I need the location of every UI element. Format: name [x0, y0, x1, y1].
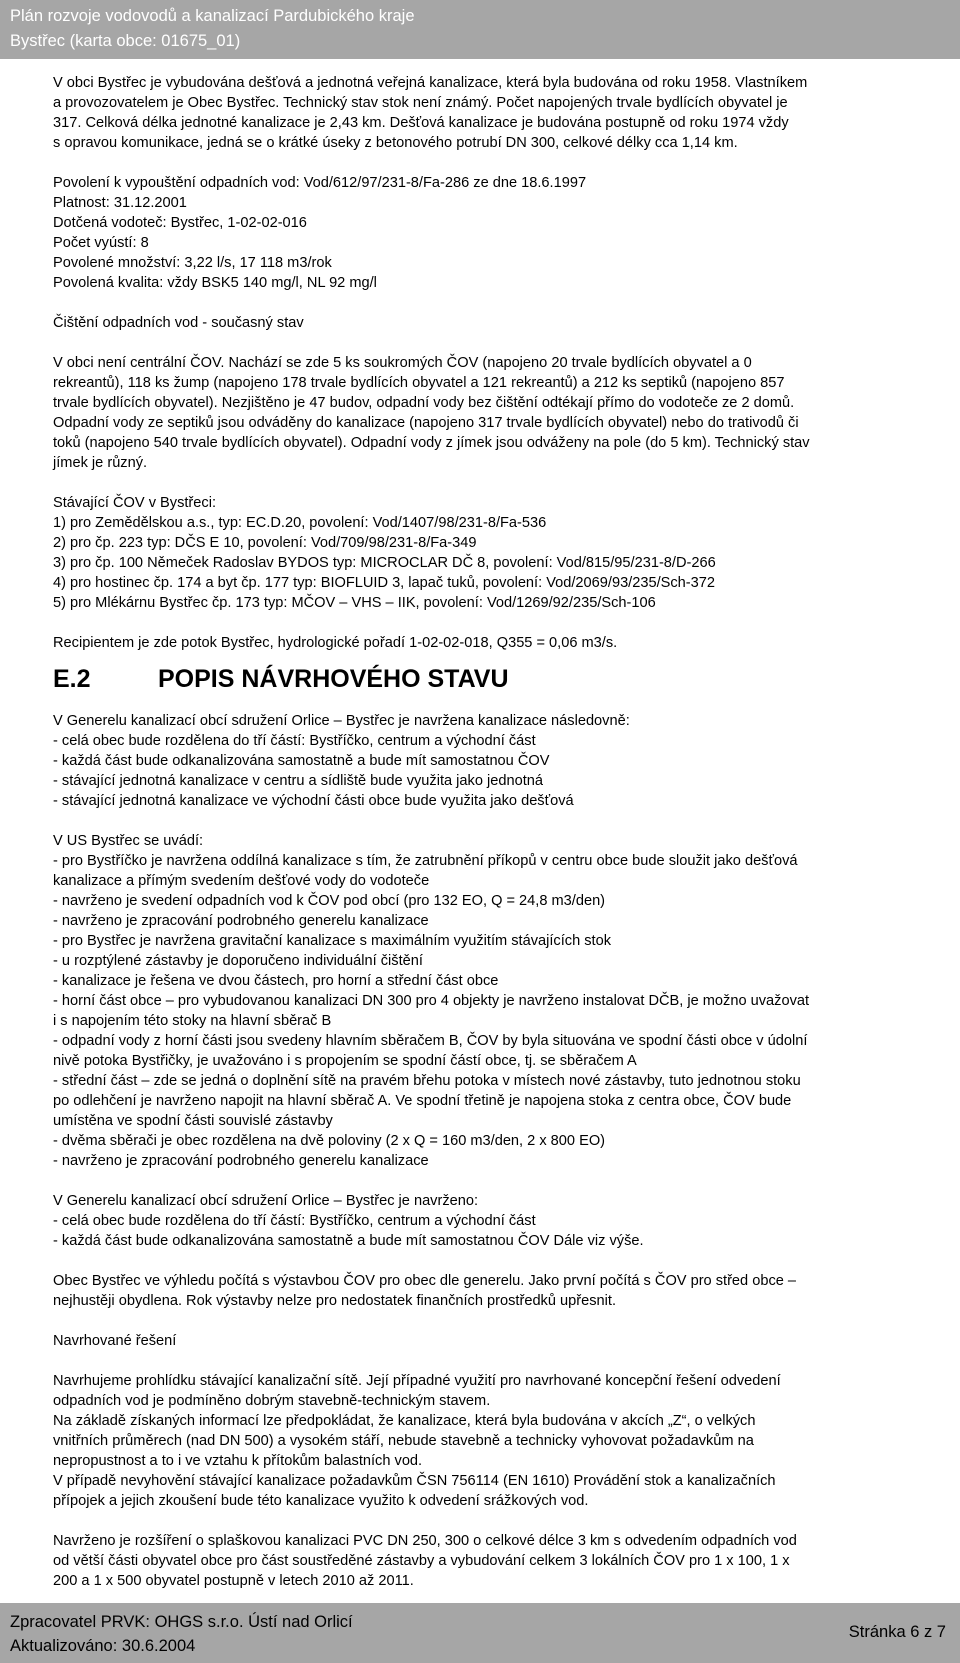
list-item: - u rozptýlené zástavby je doporučeno individuální čištění — [53, 953, 423, 969]
page-number: Stránka 6 z 7 — [848, 1623, 946, 1641]
text-line: nepropustnost a to i ve vztahu k přítokům balastních vod. — [53, 1453, 423, 1469]
text-line: V případě nevyhovění stávající kanalizace požadavkům ČSN 756114 (EN 1610) Provádění stok a kanalizačních — [53, 1473, 776, 1489]
text-line: 200 a 1 x 500 obyvatel postupně v letech 2010 až 2011. — [53, 1573, 414, 1589]
text-line: odpadních vod je podmíněno dobrým stavebně-technickým stavem. — [53, 1393, 491, 1409]
text-line: rekreantů), 118 ks žump (napojeno 178 trvale bydlících obyvatel a 121 rekreantů) a 212 ks septiků (napojeno 857 — [53, 375, 785, 391]
text-line: toků (napojeno 540 trvale bydlících obyvatel). Odpadní vody z jímek jsou odváženy na pole (do 5 km). Technický stav — [53, 435, 810, 451]
document-body — [53, 73, 945, 1591]
generel-paragraph — [53, 711, 945, 811]
navrh-title: Navrhované řešení — [53, 1333, 177, 1349]
obec-paragraph — [53, 1271, 945, 1311]
text-line: Počet vyústí: 8 — [53, 235, 149, 251]
text-line: vnitřních průměrech (nad DN 500) a vysokém stáří, nebude stavebně a technicky vyhovovat požadavkům na — [53, 1433, 754, 1449]
list-item: - stávající jednotná kanalizace v centru a sídliště bude využita jako jednotná — [53, 773, 543, 789]
list-item: 1) pro Zemědělskou a.s., typ: EC.D.20, povolení: Vod/1407/98/231-8/Fa-536 — [53, 515, 547, 531]
section-number: E.2 — [53, 665, 91, 693]
list-item: - odpadní vody z horní části jsou svedeny hlavním sběračem B, ČOV by byla situována ve spodní části obce v údolní — [53, 1033, 808, 1049]
list-item: - stávající jednotná kanalizace ve východní části obce bude využita jako dešťová — [53, 793, 574, 809]
cov-list — [53, 513, 945, 613]
text-line: Povolení k vypouštění odpadních vod: Vod/612/97/231-8/Fa-286 ze dne 18.6.1997 — [53, 175, 587, 191]
text-line: Povolené množství: 3,22 l/s, 17 118 m3/rok — [53, 255, 332, 271]
cleaning-paragraph — [53, 353, 945, 473]
text-line: trvale bydlících obyvatel). Nezjištěno je 47 budov, odpadní vody bez čištění odtékají přímo do vodoteče ze 2 domů. — [53, 395, 795, 411]
section-title: POPIS NÁVRHOVÉHO STAVU — [158, 665, 509, 693]
text-line: Na základě získaných informací lze předpokládat, že kanalizace, která byla budována v akcích „Z“, o velkých — [53, 1413, 756, 1429]
text-line: s opravou komunikace, jedná se o krátké úseky z betonového potrubí DN 300, celkové délky cca 1,14 km. — [53, 135, 738, 151]
list-item: - každá část bude odkanalizována samostatně a bude mít samostatnou ČOV — [53, 753, 550, 769]
footer-updated: Aktualizováno: 30.6.2004 — [10, 1637, 196, 1655]
list-item: - navrženo je zpracování podrobného generelu kanalizace — [53, 1153, 429, 1169]
list-item: - horní část obce – pro vybudovanou kanalizaci DN 300 pro 4 objekty je navrženo instalovat DČB, je možno uvažovat — [53, 993, 810, 1009]
page-footer — [0, 1603, 960, 1663]
text-line: od větší části obyvatel obce pro část soustředěné zástavby a vybudování celkem 3 lokálních ČOV pro 1 x 100, 1 x — [53, 1553, 790, 1569]
list-item: nivě potoka Bystřičky, je uvažováno i s propojením se spodní částí obce, tj. se sběračem A — [53, 1053, 637, 1069]
list-item: - celá obec bude rozdělena do tří částí: Bystříčko, centrum a východní část — [53, 1213, 536, 1229]
list-item: i s napojením této stoky na hlavní sběrač B — [53, 1013, 332, 1029]
text-line: Odpadní vody ze septiků jsou odváděny do kanalizace (napojeno 317 trvale bydlících obyvatel) nebo do trativodů či — [53, 415, 799, 431]
text-line: 317. Celková délka jednotné kanalizace je 2,43 km. Dešťová kanalizace je budována postupně od roku 1974 vždy — [53, 115, 789, 131]
list-item: kanalizace a přímým svedením dešťové vody do vodoteče — [53, 873, 430, 889]
intro-paragraph — [53, 73, 945, 153]
list-item: - pro Bystřec je navržena gravitační kanalizace s maximálním využitím stávajících stok — [53, 933, 612, 949]
cov-title: Stávající ČOV v Bystřeci: — [53, 495, 217, 511]
list-item: - navrženo je svedení odpadních vod k ČOV pod obcí (pro 132 EO, Q = 24,8 m3/den) — [53, 893, 606, 909]
text-line: nejhustěji obydlena. Rok výstavby nelze pro nedostatek finančních prostředků upřesnit. — [53, 1293, 616, 1309]
recipient-text: Recipientem je zde potok Bystřec, hydrologické pořadí 1-02-02-018, Q355 = 0,06 m3/s. — [53, 635, 618, 651]
list-item: - navrženo je zpracování podrobného generelu kanalizace — [53, 913, 429, 929]
text-line: Platnost: 31.12.2001 — [53, 195, 187, 211]
list-item: - celá obec bude rozdělena do tří částí: Bystříčko, centrum a východní část — [53, 733, 536, 749]
text-line: Dotčená vodoteč: Bystřec, 1-02-02-016 — [53, 215, 307, 231]
section-heading — [53, 665, 945, 703]
permit-block — [53, 173, 945, 293]
text-line: Povolená kvalita: vždy BSK5 140 mg/l, NL 92 mg/l — [53, 275, 377, 291]
list-item: 5) pro Mlékárnu Bystřec čp. 173 typ: MČOV – VHS – IIK, povolení: Vod/1269/92/235/Sch-106 — [53, 595, 656, 611]
list-item: - pro Bystříčko je navržena oddílná kanalizace s tím, že zatrubnění příkopů v centru obce bude sloužit jako dešťová — [53, 853, 798, 869]
navrh-paragraph — [53, 1371, 945, 1511]
generel2-paragraph — [53, 1191, 945, 1251]
list-item: - kanalizace je řešena ve dvou částech, pro horní a střední část obce — [53, 973, 499, 989]
text-line: V obci Bystřec je vybudována dešťová a jednotná veřejná kanalizace, která byla budována od roku 1958. Vlastníkem — [53, 75, 808, 91]
text-line: jímek je různý. — [53, 455, 148, 471]
text-line: Obec Bystřec ve výhledu počítá s výstavbou ČOV pro obec dle generelu. Jako první počítá s ČOV pro střed obce – — [53, 1273, 797, 1289]
header-title: Plán rozvoje vodovodů a kanalizací Pardubického kraje — [10, 7, 415, 25]
text-line: V Generelu kanalizací obcí sdružení Orlice – Bystřec je navrženo: — [53, 1193, 479, 1209]
list-item: po odlehčení je navrženo napojit na hlavní sběrač A. Ve spodní třetině je napojena stoka z centra obce, ČOV bude — [53, 1093, 792, 1109]
list-item: 2) pro čp. 223 typ: DČS E 10, povolení: Vod/709/98/231-8/Fa-349 — [53, 535, 477, 551]
cleaning-title: Čištění odpadních vod - současný stav — [53, 315, 304, 331]
list-item: 4) pro hostinec čp. 174 a byt čp. 177 typ: BIOFLUID 3, lapač tuků, povolení: Vod/2069/93/235/Sch-372 — [53, 575, 715, 591]
text-line: V obci není centrální ČOV. Nachází se zde 5 ks soukromých ČOV (napojeno 20 trvale bydlících obyvatel a 0 — [53, 355, 752, 371]
text-line: Navrženo je rozšíření o splaškovou kanalizaci PVC DN 250, 300 o celkové délce 3 km s odvedením odpadních vod — [53, 1533, 797, 1549]
list-item: 3) pro čp. 100 Němeček Radoslav BYDOS typ: MICROCLAR DČ 8, povolení: Vod/815/95/231-8/D-266 — [53, 555, 716, 571]
us-paragraph — [53, 831, 945, 1171]
final-paragraph — [53, 1531, 945, 1591]
footer-author: Zpracovatel PRVK: OHGS s.r.o. Ústí nad Orlicí — [10, 1613, 353, 1631]
list-item: - dvěma sběrači je obec rozdělena na dvě poloviny (2 x Q = 160 m3/den, 2 x 800 EO) — [53, 1133, 606, 1149]
header-subtitle: Bystřec (karta obce: 01675_01) — [10, 32, 241, 50]
page-header — [0, 0, 960, 59]
list-item: umístěna ve spodní části souvislé zástavby — [53, 1113, 333, 1129]
list-item: - střední část – zde se jedná o doplnění sítě na pravém břehu potoka v místech nové zástavby, tuto jednotnou stoku — [53, 1073, 801, 1089]
text-line: Navrhujeme prohlídku stávající kanalizační sítě. Její případné využití pro navrhované koncepční řešení odvedení — [53, 1373, 781, 1389]
text-line: V US Bystřec se uvádí: — [53, 833, 204, 849]
text-line: V Generelu kanalizací obcí sdružení Orlice – Bystřec je navržena kanalizace následovně: — [53, 713, 630, 729]
list-item: - každá část bude odkanalizována samostatně a bude mít samostatnou ČOV Dále viz výše. — [53, 1233, 644, 1249]
text-line: přípojek a jejich zkoušení bude této kanalizace využito k odvedení srážkových vod. — [53, 1493, 589, 1509]
text-line: a provozovatelem je Obec Bystřec. Technický stav stok není známý. Počet napojených trvale bydlících obyvatel je — [53, 95, 788, 111]
